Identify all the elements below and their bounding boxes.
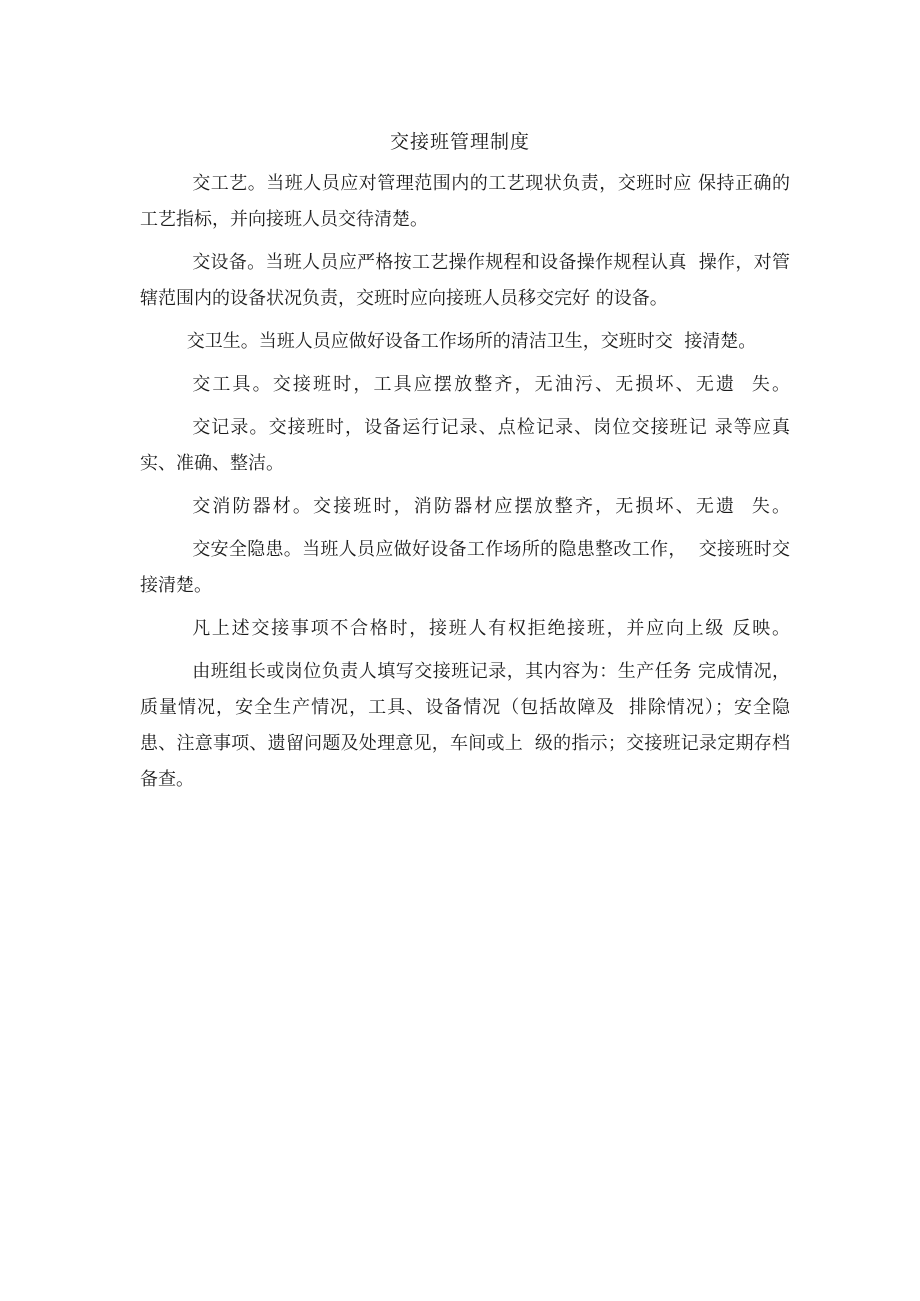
paragraph-fire-equipment: 交消防器材。交接班时，消防器材应摆放整齐，无损坏、无遗 失。 [192, 496, 790, 517]
paragraph-refusal: 凡上述交接事项不合格时，接班人有权拒绝接班，并应向上级 反映。 [192, 618, 790, 639]
document-title: 交接班管理制度 [389, 131, 530, 153]
paragraph-records: 交记录。交接班时，设备运行记录、点检记录、岗位交接班记 录等应真实、准确、整洁。 [140, 417, 790, 474]
paragraph-equipment: 交设备。当班人员应严格按工艺操作规程和设备操作规程认真 操作，对管辖范围内的设备状况负责，交班时应向接班人员移交完好 的设备。 [140, 252, 790, 309]
paragraph-tools: 交工具。交接班时，工具应摆放整齐，无油污、无损坏、无遗 失。 [192, 374, 790, 395]
paragraph-process: 交工艺。当班人员应对管理范围内的工艺现状负责，交班时应 保持正确的工艺指标，并向接班人员交待清楚。 [140, 173, 790, 230]
document-body [140, 166, 790, 805]
paragraph-handover-record: 由班组长或岗位负责人填写交接班记录，其内容为：生产任务 完成情况，质量情况，安全生产情况，工具、设备情况（包括故障及 排除情况）；安全隐患、注意事项、遗留问题及处理意见，车间或上 级的指示；交接班记录定期存档备查。 [140, 661, 790, 790]
paragraph-hygiene: 交卫生。当班人员应做好设备工作场所的清洁卫生，交班时交 接清楚。 [186, 331, 757, 352]
paragraph-safety-hazards: 交安全隐患。当班人员应做好设备工作场所的隐患整改工作， 交接班时交接清楚。 [140, 539, 790, 596]
